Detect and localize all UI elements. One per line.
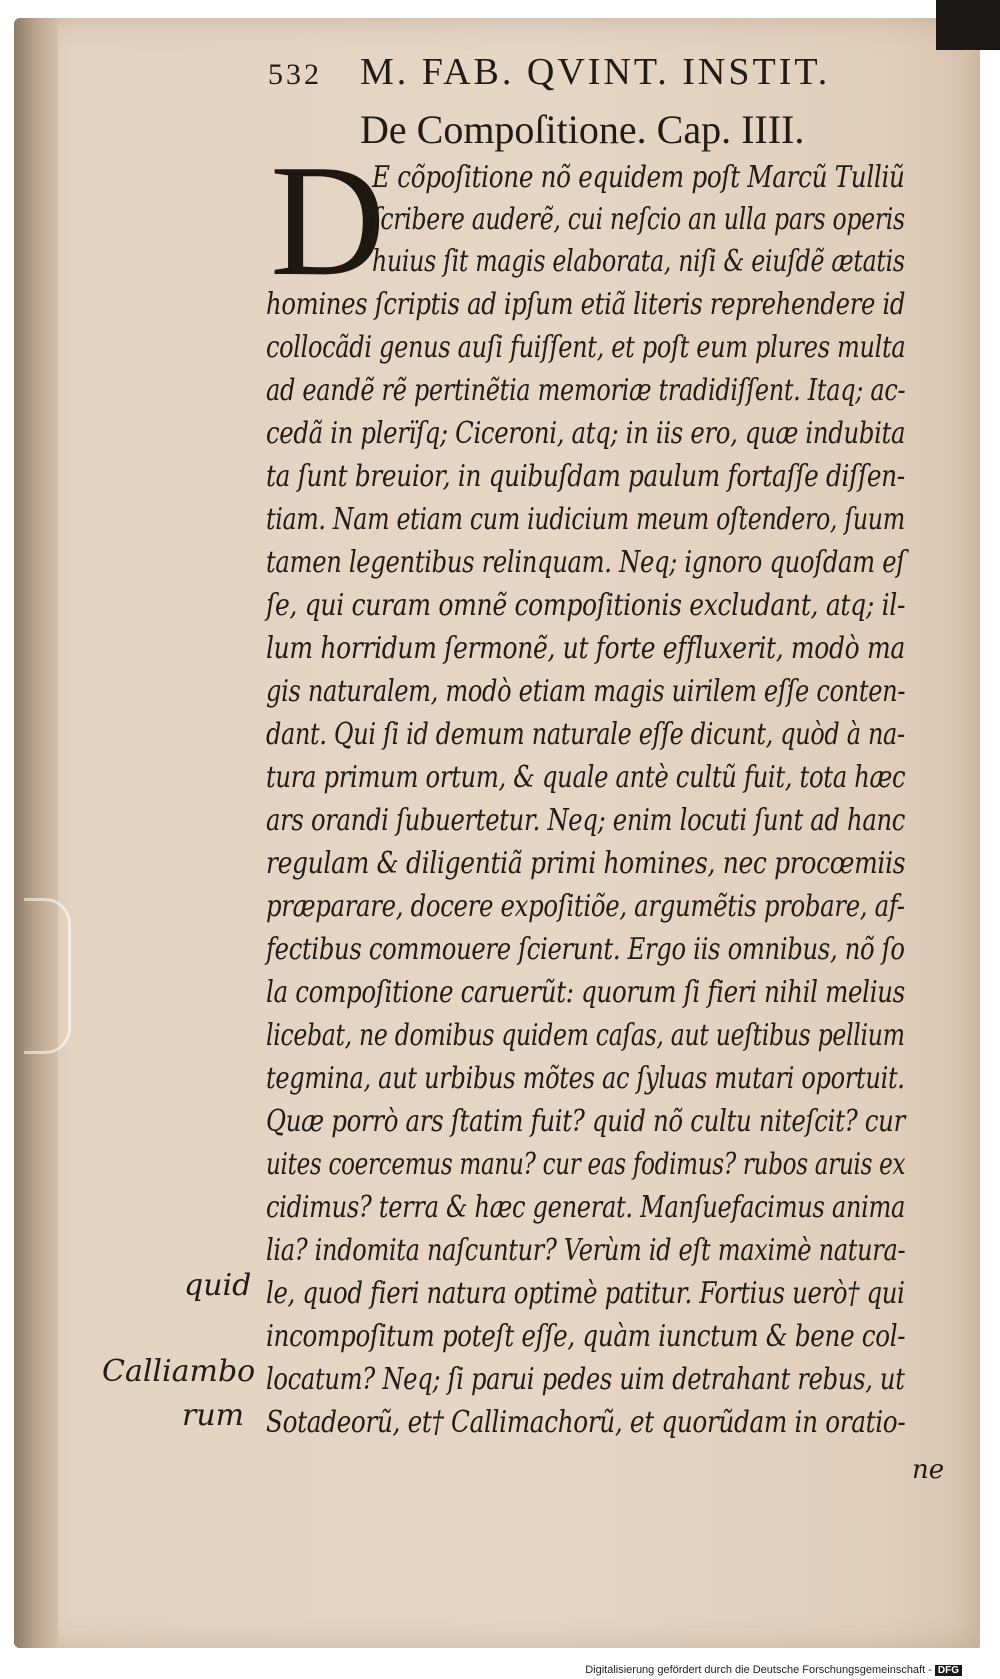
text-line: cidimus? terra & hæc generat. Manſuefacimus anima: [266, 1190, 906, 1225]
text-line: licebat, ne domibus quidem caſas, aut ueſtibus pellium: [266, 1018, 905, 1053]
text-line: uites coercemus manu? cur eas fodimus? rubos aruis ex: [266, 1147, 906, 1182]
text-line: Quæ porrò ars ſtatim fuit? quid nõ cultu niteſcit? cur: [266, 1104, 905, 1139]
chapter-title: De Compoſitione. Cap. IIII.: [360, 107, 805, 152]
margin-note: rum: [182, 1398, 245, 1433]
text-line: E cõpoſitione nõ equidem poſt Marcũ Tulliũ: [372, 160, 905, 195]
catchword: ne: [912, 1455, 945, 1485]
text-line: incompoſitum poteſt eſſe, quàm iunctum & bene col-: [266, 1319, 906, 1354]
text-line: lum horridum ſermonẽ, ut forte effluxerit, modò ma: [266, 631, 905, 666]
text-line: tegmina, aut urbibus mõtes ac ſyluas mutari oportuit.: [266, 1061, 905, 1096]
text-line: fectibus commouere ſcierunt. Ergo iis omnibus, nõ ſo: [266, 932, 905, 967]
text-line: gis naturalem, modò etiam magis uirilem eſſe conten-: [266, 674, 906, 709]
page-number: 532: [268, 58, 322, 91]
margin-note: quid: [184, 1268, 252, 1303]
text-line: dant. Qui ſi id demum naturale eſſe dicunt, quòd à na-: [266, 717, 905, 752]
text-line: ars orandi ſubuertetur. Neq; enim locuti ſunt ad hanc: [266, 803, 906, 838]
text-line: lia? indomita naſcuntur? Verùm id eſt maximè natura-: [266, 1233, 906, 1268]
text-line: ad eandẽ rẽ pertinẽtia memoriæ tradidiſſent. Itaq; ac-: [266, 373, 906, 408]
text-line: homines ſcriptis ad ipſum etiã literis reprehendere id: [266, 287, 906, 322]
running-header: [268, 50, 888, 94]
text-line: Sotadeorũ, et† Callimachorũ, et quorũdam in oratio-: [266, 1405, 906, 1440]
text-line: le, quod fieri natura optimè patitur. Fortius uerò† qui: [266, 1276, 905, 1311]
drop-cap: D: [270, 131, 386, 309]
dfg-logo: DFG: [935, 1665, 962, 1676]
digitization-credit: [585, 1664, 962, 1676]
text-line: tura primum ortum, & quale antè cultũ fuit, tota hæc: [266, 760, 906, 795]
credit-text: Digitalisierung gefördert durch die Deutsche Forschungsgemeinschaft -: [585, 1664, 932, 1676]
text-line: la compoſitione caruerũt: quorum ſi fieri nihil melius: [266, 975, 905, 1010]
text-line: regulam & diligentiã primi homines, nec procœmiis: [266, 846, 906, 881]
scan-edge: [936, 0, 1000, 50]
text-line: huius ſit magis elaborata, niſi & eiuſdẽ ætatis: [372, 244, 905, 279]
text-line: præparare, docere expoſitiõe, argumẽtis probare, af-: [266, 889, 905, 924]
text-line: ſcribere auderẽ, cui neſcio an ulla pars operis: [372, 202, 905, 237]
running-title: M. FAB. QVINT. INSTIT.: [360, 51, 831, 93]
book-spine: [14, 18, 58, 1648]
text-line: tamen legentibus relinquam. Neq; ignoro quoſdam eſ: [266, 545, 905, 580]
text-line: ta ſunt breuior, in quibuſdam paulum fortaſſe diſſen-: [266, 459, 905, 494]
text-line: tiam. Nam etiam cum iudicium meum oſtendero, ſuum: [266, 502, 905, 537]
page-clip: [24, 898, 71, 1054]
text-line: locatum? Neq; ſi parui pedes uim detrahant rebus, ut: [266, 1362, 905, 1397]
text-line: collocãdi genus auſi fuiſſent, et poſt eum plures multa: [266, 330, 906, 365]
text-line: ſe, qui curam omnẽ compoſitionis excludant, atq; il-: [266, 588, 906, 623]
text-line: cedã in plerïſq; Ciceroni, atq; in iis ero, quæ indubita: [266, 416, 906, 451]
margin-note: Calliambo: [102, 1354, 256, 1389]
